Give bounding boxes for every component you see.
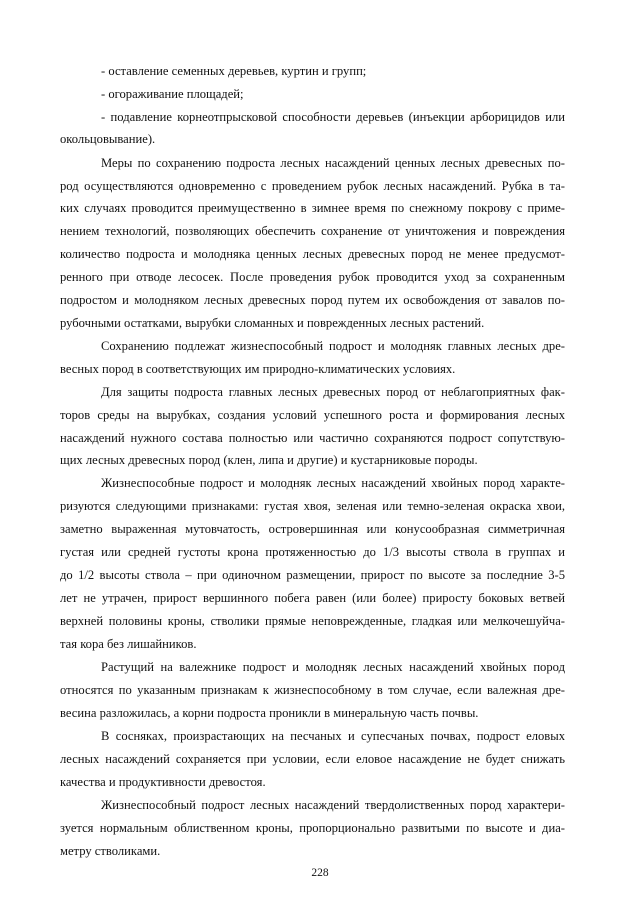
text-line: В сосняках, произрастающих на песчаных и супесчаных почвах, подрост еловых — [101, 729, 565, 743]
text-line: Сохранению подлежат жизнеспособный подрост и молодняк главных лесных дре- — [101, 339, 565, 353]
text-line: относятся по указанным признакам к жизнеспособному в том случае, если валежная дре- — [60, 683, 565, 697]
text-line: тая кора без лишайников. — [60, 637, 197, 651]
text-line: Для защиты подроста главных лесных древесных пород от неблагоприятных фак- — [101, 385, 565, 399]
page-number: 228 — [311, 867, 329, 879]
text-line: рубочными остатками, вырубки сломанных и поврежденных лесных растений. — [60, 316, 485, 330]
text-line: Меры по сохранению подроста лесных насаждений ценных лесных древесных по- — [101, 156, 565, 170]
text-line: щих лесных древесных пород (клен, липа и другие) и кустарниковые породы. — [60, 453, 478, 467]
text-line: окольцовывание). — [60, 132, 156, 146]
text-line: до 1/2 высоты ствола – при одиночном размещении, прирост по высоте за последние 3-5 — [60, 568, 565, 582]
text-line: род осуществляются одновременно с проведением рубок лесных насаждений. Рубка в та- — [60, 179, 565, 193]
text-line: верхней половины кроны, стволики прямые неповрежденные, гладкая или мелкочешуйча- — [60, 614, 565, 628]
text-line: ких случаях проводится преимущественно в зимнее время по снежному покрову с приме- — [60, 201, 565, 215]
text-line: ризуются следующими признаками: густая хвоя, зеленая или темно-зеленая окраска хвои, — [60, 499, 565, 513]
text-line: - огораживание площадей; — [101, 87, 244, 101]
text-line: весина разложилась, а корни подроста проникли в минеральную часть почвы. — [60, 706, 479, 720]
text-line: густая или средней густоты крона протяженностью до 1/3 высоты ствола в группах и — [60, 545, 565, 559]
text-line: метру стволиками. — [60, 844, 161, 858]
text-line: лесных насаждений сохраняется при условии, если еловое насаждение не будет снижать — [60, 752, 565, 766]
text-line: насаждений нужного состава полностью или частично сохраняются подрост сопутствую- — [60, 431, 565, 445]
text-line: качества и продуктивности древостоя. — [60, 775, 266, 789]
text-line: - подавление корнеотпрысковой способности деревьев (инъекции арборицидов или — [101, 110, 565, 124]
text-line: Растущий на валежнике подрост и молодняк лесных насаждений хвойных пород — [101, 660, 565, 674]
text-line: подростом и молодняком лесных древесных пород путем их освобождения от завалов по- — [60, 293, 565, 307]
text-line: ренного при отводе лесосек. После проведения рубок проводится уход за сохраненным — [60, 270, 565, 284]
text-line: - оставление семенных деревьев, куртин и групп; — [101, 64, 367, 78]
text-line: Жизнеспособные подрост и молодняк лесных насаждений хвойных пород характе- — [101, 476, 565, 490]
text-line: весных пород в соответствующих им природно-климатических условиях. — [60, 362, 456, 376]
text-line: зуется нормальным облиственном кроны, пропорционально развитыми по высоте и диа- — [60, 821, 565, 835]
text-line: торов среды на вырубках, создания условий успешного роста и формирования лесных — [60, 408, 565, 422]
text-line: заметно выраженная мутовчатость, островершинная или конусообразная симметричная — [60, 522, 565, 536]
text-line: Жизнеспособный подрост лесных насаждений твердолиственных пород характери- — [101, 798, 565, 812]
text-line: лет не утрачен, прирост вершинного побега равен (или более) приросту боковых ветвей — [60, 591, 565, 605]
text-line: количество подроста и молодняка ценных лесных древесных пород не менее предусмот- — [60, 247, 565, 261]
text-line: нением технологий, позволяющих обеспечить сохранение от уничтожения и повреждения — [60, 224, 565, 238]
